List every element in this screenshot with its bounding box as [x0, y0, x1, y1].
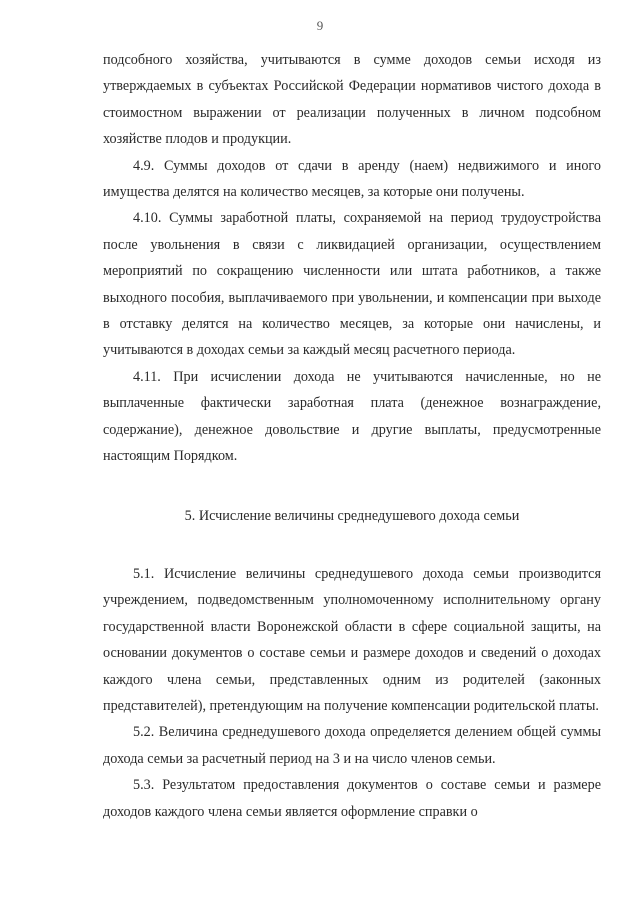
paragraph-4-10: 4.10. Суммы заработной платы, сохраняемой на период трудоустройства после увольнения в связи с ликвидацией организации, осуществлением мероприятий по сокращению численности или штата работников, а также выходного пособия, выплачиваемого при увольнении, и компенсации при выходе в отставку делятся на количество месяцев, за которые они начислены, и учитываются в доходах семьи за каждый месяц расчетного периода.	[103, 210, 601, 359]
paragraph-4-9: 4.9. Суммы доходов от сдачи в аренду (наем) недвижимого и иного имущества делятся на количество месяцев, за которые они получены.	[103, 157, 601, 201]
paragraph-5-3: 5.3. Результатом предоставления документов о составе семьи и размере доходов каждого члена семьи является оформление справки о	[103, 777, 601, 820]
section-5-heading: 5. Исчисление величины среднедушевого дохода семьи	[184, 507, 520, 524]
paragraph-5-2: 5.2. Величина среднедушевого дохода определяется делением общей суммы дохода семьи за расчетный период на 3 и на число членов семьи.	[103, 724, 601, 767]
paragraph-5-1: 5.1. Исчисление величины среднедушевого дохода семьи производится учреждением, подведомственным уполномоченному исполнительному органу государственной власти Воронежской области в сфере социальной защиты, на основании документов о составе семьи и размере доходов и сведений о доходах каждого члена семьи, представленных одним из родителей (законных представителей), претендующим на получение компенсации родительской платы.	[103, 565, 601, 714]
paragraph-continued: подсобного хозяйства, учитываются в сумме доходов семьи исходя из утверждаемых в субъектах Российской Федерации нормативов чистого дохода в стоимостном выражении от реализации полученных в личном подсобном хозяйстве плодов и продукции.	[103, 52, 601, 148]
document-body	[103, 47, 601, 825]
page-number: 9	[316, 18, 324, 33]
paragraph-4-11: 4.11. При исчислении дохода не учитываются начисленные, но не выплаченные фактически заработная плата (денежное вознаграждение, содержание), денежное довольствие и другие выплаты, предусмотренные настоящим Порядком.	[103, 368, 601, 465]
